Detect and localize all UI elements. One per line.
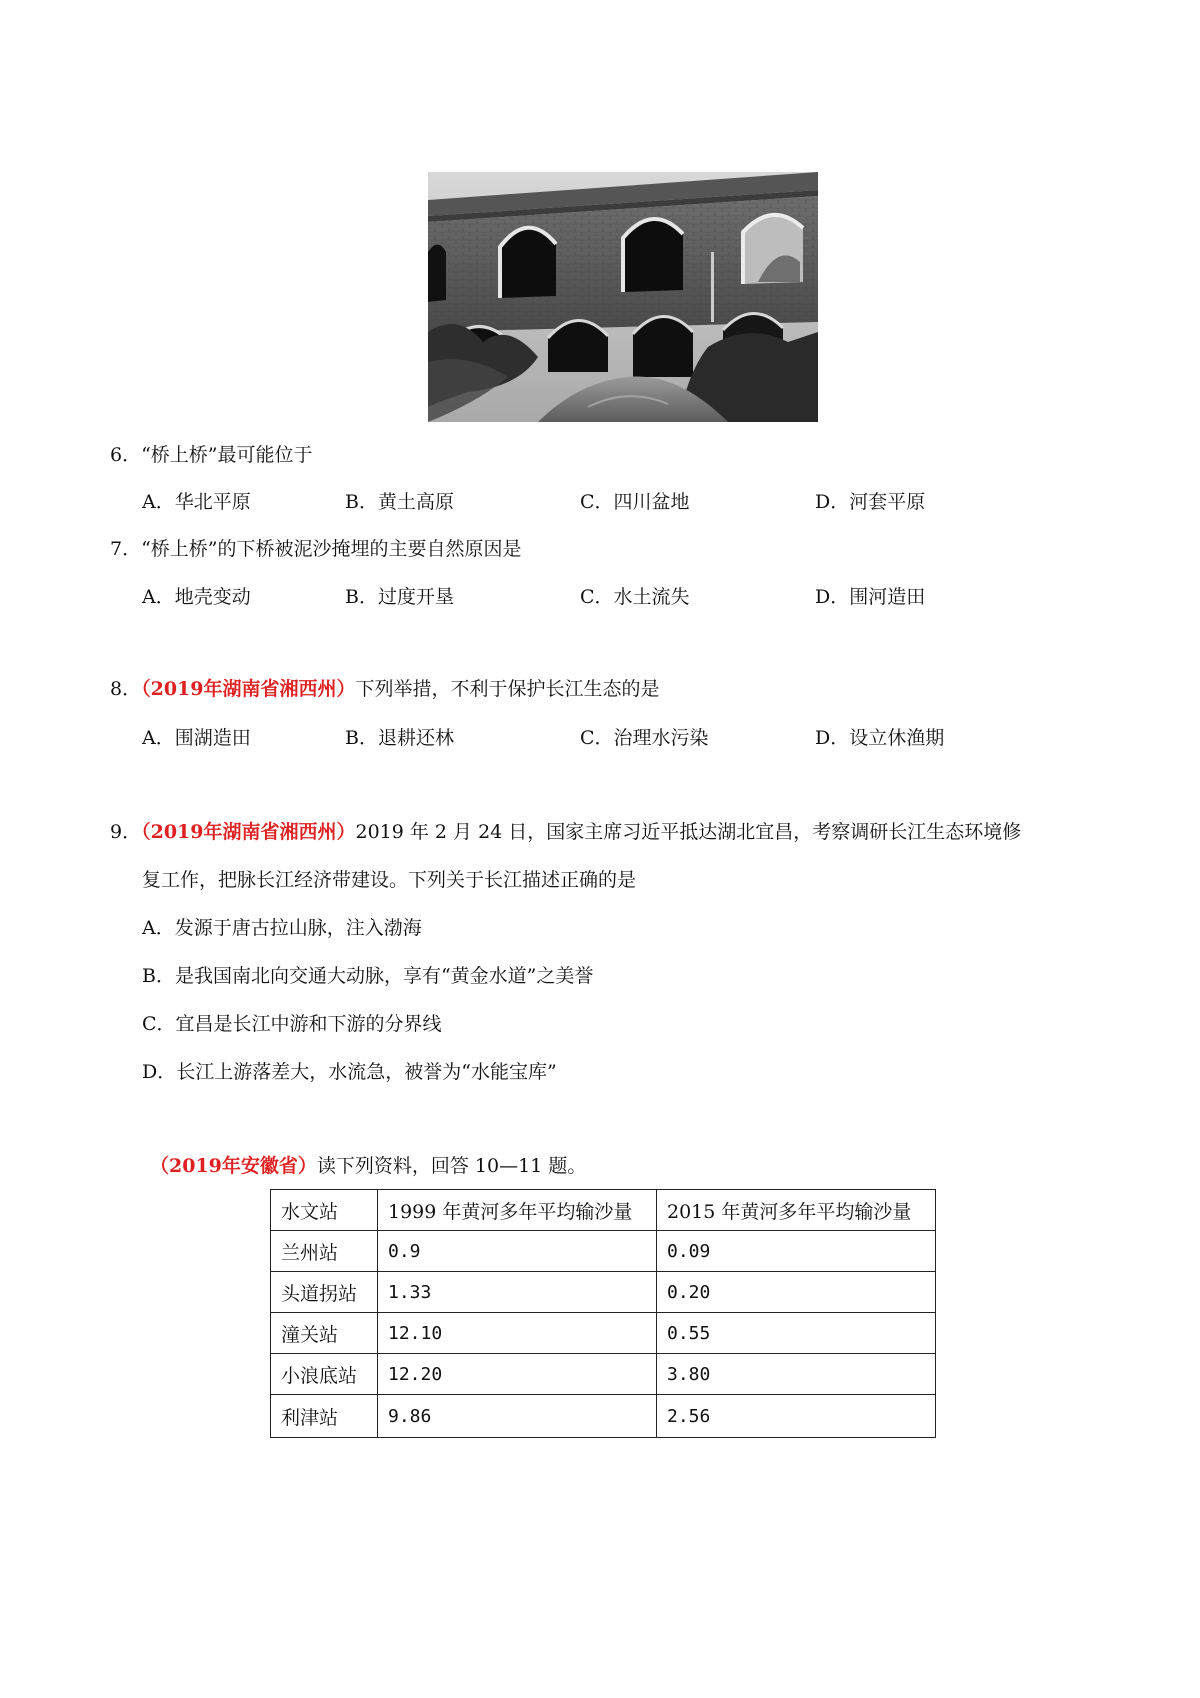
q9-option-d[interactable] [142,1058,557,1086]
question-text: “桥上桥”最可能位于 [141,444,313,466]
option-text: 宜昌是长江中游和下游的分界线 [175,1013,442,1035]
q8-option-d[interactable] [815,724,944,752]
table-row [271,1231,936,1272]
cell-1999: 9.86 [378,1395,657,1438]
question-8 [110,675,660,703]
q7-option-c[interactable] [580,583,690,611]
option-text: 治理水污染 [613,727,709,749]
option-label: B． [345,491,378,513]
option-label: A． [142,586,175,608]
option-label: D． [815,586,850,608]
question-source: （2019年湖南省湘西州） [141,678,356,700]
q9-option-c[interactable] [142,1010,442,1038]
cell-1999: 1.33 [378,1272,657,1313]
option-text: 退耕还林 [377,727,454,749]
option-label: D． [815,491,850,513]
question-9-continuation: 复工作，把脉长江经济带建设。下列关于长江描述正确的是 [142,869,637,891]
q6-option-d[interactable] [815,488,925,516]
cell-2015: 0.09 [657,1231,936,1272]
table-row [271,1354,936,1395]
passage-intro [150,1152,586,1180]
q8-option-a[interactable] [142,724,251,752]
option-label: C． [580,586,614,608]
option-text: 围河造田 [849,586,926,608]
cell-station: 利津站 [271,1395,378,1438]
option-label: D． [815,727,850,749]
option-label: A． [142,727,175,749]
option-label: A． [142,917,175,939]
passage-text: 读下列资料，回答 10—11 题。 [316,1155,587,1177]
option-label: A． [142,491,175,513]
sediment-table [270,1189,936,1438]
question-number: 6． [110,444,142,466]
q7-option-b[interactable] [345,583,454,611]
q8-option-c[interactable] [580,724,709,752]
question-text: “桥上桥”的下桥被泥沙掩埋的主要自然原因是 [141,538,522,560]
question-7 [110,535,522,563]
option-text: 长江上游落差大，水流急，被誉为“水能宝库” [176,1061,557,1083]
header-2015: 2015 年黄河多年平均输沙量 [657,1190,936,1231]
cell-2015: 0.55 [657,1313,936,1354]
q8-option-b[interactable] [345,724,454,752]
option-text: 华北平原 [174,491,251,513]
option-label: C． [580,727,614,749]
option-text: 地壳变动 [174,586,251,608]
passage-source: （2019年安徽省） [150,1155,317,1177]
cell-1999: 12.10 [378,1313,657,1354]
q9-option-a[interactable] [142,914,422,942]
option-text: 河套平原 [849,491,926,513]
option-text: 四川盆地 [613,491,690,513]
option-label: B． [345,586,378,608]
question-6 [110,441,313,469]
table-row [271,1272,936,1313]
q6-option-b[interactable] [345,488,454,516]
question-source: （2019年湖南省湘西州） [141,821,356,843]
option-text: 黄土高原 [377,491,454,513]
cell-2015: 0.20 [657,1272,936,1313]
option-text: 设立休渔期 [849,727,945,749]
question-text: 下列举措，不利于保护长江生态的是 [355,678,660,700]
question-9 [110,818,1021,846]
option-text: 发源于唐古拉山脉，注入渤海 [174,917,422,939]
cell-2015: 3.80 [657,1354,936,1395]
option-text: 是我国南北向交通大动脉，享有“黄金水道”之美誉 [174,965,594,987]
q6-option-c[interactable] [580,488,690,516]
q7-option-a[interactable] [142,583,251,611]
option-label: C． [142,1013,176,1035]
question-number: 7． [110,538,142,560]
question-number: 8． [110,678,142,700]
cell-1999: 12.20 [378,1354,657,1395]
option-label: B． [345,727,378,749]
bridge-photo [428,172,818,422]
q7-option-d[interactable] [815,583,925,611]
cell-1999: 0.9 [378,1231,657,1272]
cell-station: 头道拐站 [271,1272,378,1313]
header-1999: 1999 年黄河多年平均输沙量 [378,1190,657,1231]
option-label: B． [142,965,175,987]
cell-2015: 2.56 [657,1395,936,1438]
option-label: C． [580,491,614,513]
option-text: 围湖造田 [174,727,251,749]
table-row [271,1395,936,1438]
question-number: 9． [110,821,142,843]
table-row [271,1313,936,1354]
header-station: 水文站 [271,1190,378,1231]
option-label: D． [142,1061,177,1083]
option-text: 水土流失 [613,586,690,608]
table-header-row [271,1190,936,1231]
cell-station: 小浪底站 [271,1354,378,1395]
cell-station: 兰州站 [271,1231,378,1272]
cell-station: 潼关站 [271,1313,378,1354]
option-text: 过度开垦 [377,586,454,608]
question-text-line-1: 2019 年 2 月 24 日，国家主席习近平抵达湖北宜昌，考察调研长江生态环境修 [355,821,1022,843]
q6-option-a[interactable] [142,488,251,516]
q9-option-b[interactable] [142,962,593,990]
